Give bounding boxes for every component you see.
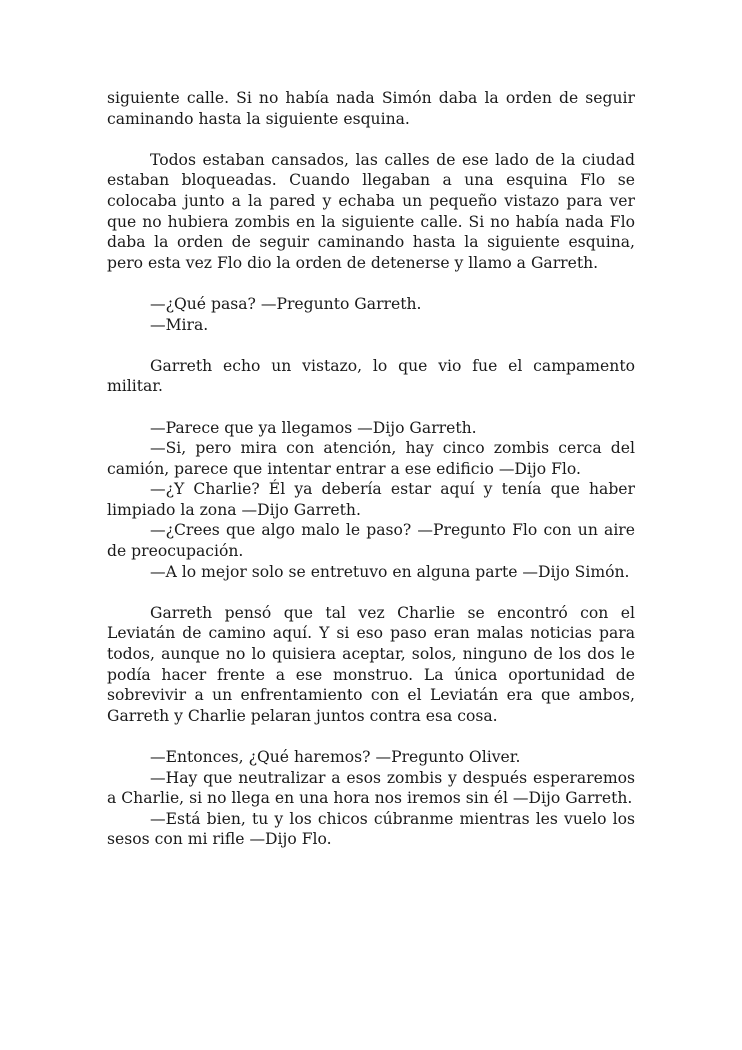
dialogue-line: —A lo mejor solo se entretuvo en alguna parte —Dijo Simón. xyxy=(150,562,630,581)
paragraph-narration: Todos estaban cansados, las calles de ese lado de la ciudad estaban bloqueadas. Cuando llegaban a una esquina Flo se colocaba junto a la pared y echaba un pequeño vistazo para ver que no hubiera zombis en la siguiente calle. Si no había nada Flo daba la orden de seguir caminando hasta la siguiente esquina, pero esta vez Flo dio la orden de detenerse y llamo a Garreth. xyxy=(107,150,635,272)
dialogue-line: —¿Y Charlie? Él ya debería estar aquí y tenía que haber limpiado la zona —Dijo Garreth. xyxy=(107,480,635,519)
paragraph-narration: Garreth echo un vistazo, lo que vio fue el campamento militar. xyxy=(107,356,635,396)
dialogue-line: —Mira. xyxy=(150,315,209,334)
dialogue-line: —Hay que neutralizar a esos zombis y después esperaremos a Charlie, si no llega en una hora nos iremos sin él —Dijo Garreth. xyxy=(107,768,635,808)
dialogue-line: —¿Qué pasa? —Pregunto Garreth. xyxy=(150,294,422,313)
dialogue-line: —Si, pero mira con atención, hay cinco zombis cerca del camión, parece que intentar entrar a ese edificio —Dijo Flo. xyxy=(107,439,635,478)
dialogue-line: —Entonces, ¿Qué haremos? —Pregunto Oliver. xyxy=(150,748,521,766)
book-page xyxy=(107,88,635,850)
dialogue-line: —¿Crees que algo malo le paso? —Pregunto Flo con un aire de preocupación. xyxy=(107,521,635,561)
dialogue-line: —Está bien, tu y los chicos cúbranme mientras les vuelo los sesos con mi rifle —Dijo Flo. xyxy=(107,809,635,849)
paragraph-continuation: siguiente calle. Si no había nada Simón daba la orden de seguir caminando hasta la siguiente esquina. xyxy=(107,89,635,128)
paragraph-narration: Garreth pensó que tal vez Charlie se encontró con el Leviatán de camino aquí. Y si eso paso eran malas noticias para todos, aunque no lo quisiera aceptar, solos, ninguno de los dos le podía hacer frente a ese monstruo. La única oportunidad de sobrevivir a un enfrentamiento con el Leviatán era que ambos, Garreth y Charlie pelaran juntos contra esa cosa. xyxy=(107,603,635,725)
dialogue-line: —Parece que ya llegamos —Dijo Garreth. xyxy=(150,418,477,437)
